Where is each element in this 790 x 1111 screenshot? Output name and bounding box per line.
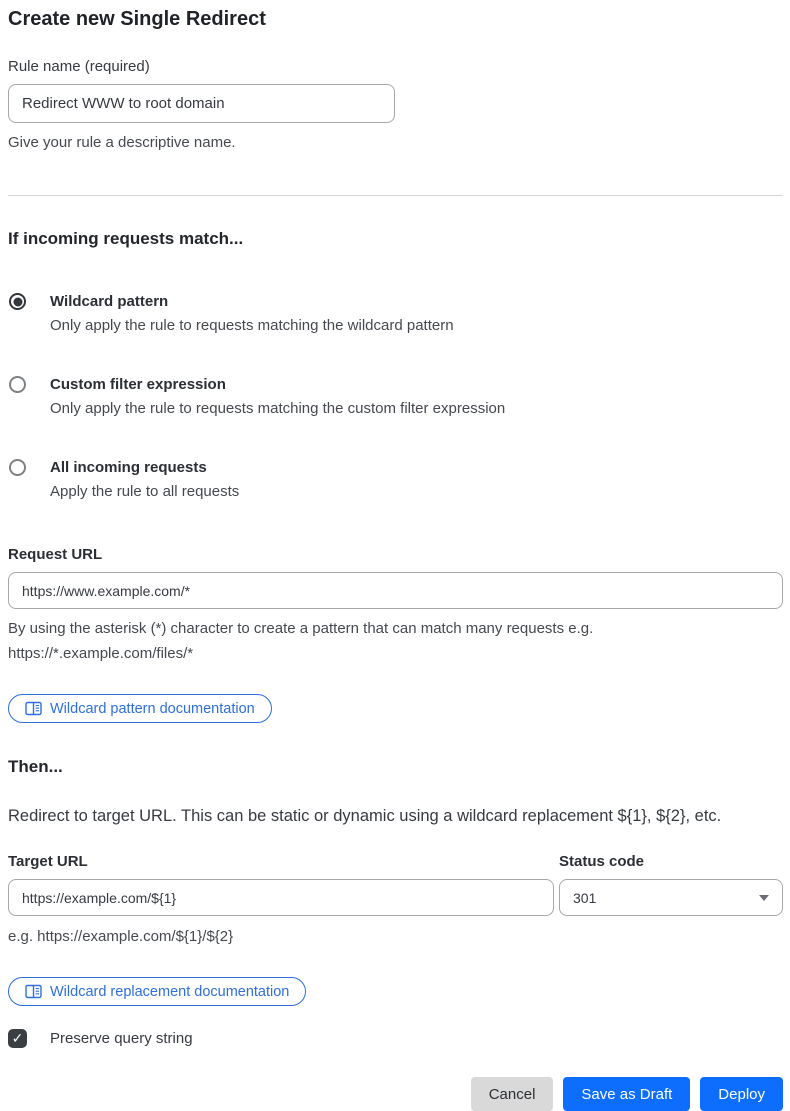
form-footer-actions <box>8 1077 783 1111</box>
rule-name-field <box>8 58 783 155</box>
request-url-input[interactable] <box>8 572 783 609</box>
request-url-help-line1: By using the asterisk (*) character to create a pattern that can match many requests e.g. <box>8 620 594 637</box>
status-code-field <box>559 853 783 916</box>
radio-button-icon[interactable] <box>9 293 26 310</box>
section-divider <box>8 195 783 196</box>
save-as-draft-button[interactable]: Save as Draft <box>563 1077 690 1111</box>
radio-option-custom-filter-expression[interactable] <box>8 375 783 419</box>
caret-down-icon <box>759 895 769 901</box>
then-section-heading: Then... <box>8 757 63 776</box>
radio-option-wildcard-pattern[interactable] <box>8 292 783 336</box>
rule-name-input[interactable] <box>8 84 395 123</box>
cancel-button[interactable]: Cancel <box>471 1077 554 1111</box>
rule-name-label: Rule name (required) <box>8 58 150 75</box>
radio-description: Apply the rule to all requests <box>50 483 240 500</box>
then-section-description: Redirect to target URL. This can be static or dynamic using a wildcard replacement ${1}, ${2}, etc. <box>8 807 722 825</box>
open-book-icon <box>25 701 42 716</box>
status-code-selected-value: 301 <box>573 889 597 906</box>
radio-label: Wildcard pattern <box>50 293 169 310</box>
target-url-input[interactable] <box>8 879 554 916</box>
radio-label: All incoming requests <box>50 459 207 476</box>
radio-button-icon[interactable] <box>9 376 26 393</box>
preserve-query-string-label: Preserve query string <box>50 1030 193 1047</box>
rule-name-help: Give your rule a descriptive name. <box>8 134 236 151</box>
radio-label: Custom filter expression <box>50 376 226 393</box>
target-url-field <box>8 853 554 916</box>
request-url-label: Request URL <box>8 546 103 563</box>
doc-button-label: Wildcard pattern documentation <box>50 700 255 717</box>
wildcard-replacement-docs-button[interactable] <box>8 977 306 1006</box>
target-url-label: Target URL <box>8 853 88 870</box>
deploy-button[interactable]: Deploy <box>700 1077 783 1111</box>
preserve-query-string-row[interactable] <box>8 1029 783 1048</box>
request-url-help-line2: https://*.example.com/files/* <box>8 645 194 662</box>
page-title: Create new Single Redirect <box>8 8 266 30</box>
status-code-label: Status code <box>559 853 645 870</box>
radio-description: Only apply the rule to requests matching the custom filter expression <box>50 400 506 417</box>
target-and-status-row <box>8 853 783 916</box>
radio-description: Only apply the rule to requests matching the wildcard pattern <box>50 317 454 334</box>
radio-option-all-incoming-requests[interactable] <box>8 458 783 502</box>
checkbox-icon[interactable] <box>8 1029 27 1048</box>
match-options-radio-group <box>8 292 783 502</box>
status-code-select[interactable] <box>559 879 783 916</box>
doc-button-label: Wildcard replacement documentation <box>50 983 290 1000</box>
wildcard-pattern-docs-button[interactable] <box>8 694 272 723</box>
request-url-help <box>8 616 783 666</box>
target-url-help: e.g. https://example.com/${1}/${2} <box>8 928 234 945</box>
match-section-heading: If incoming requests match... <box>8 229 244 248</box>
request-url-field <box>8 546 783 723</box>
radio-button-icon[interactable] <box>9 459 26 476</box>
open-book-icon <box>25 984 42 999</box>
